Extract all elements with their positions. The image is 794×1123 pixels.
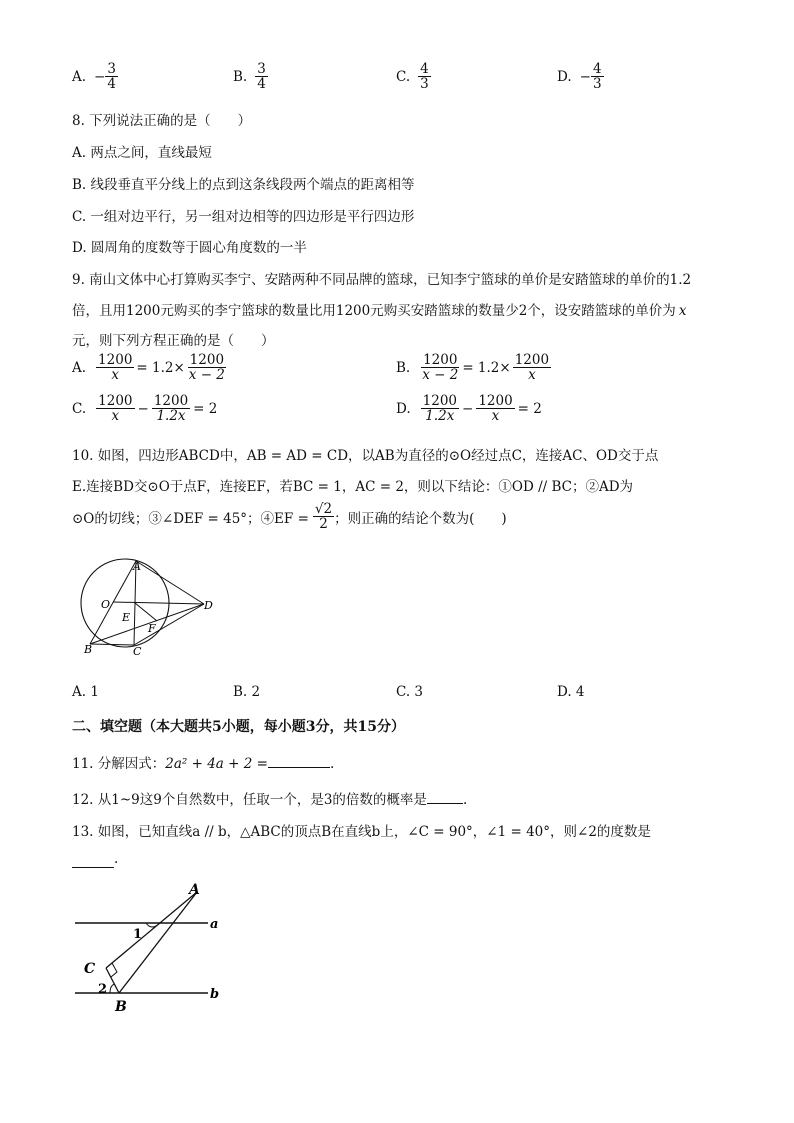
- option-label: B.: [233, 68, 248, 85]
- fraction: [591, 62, 604, 91]
- fraction: [418, 62, 431, 91]
- label-c: C: [133, 645, 142, 658]
- numerator: 1200: [153, 393, 189, 409]
- answer-blank[interactable]: [427, 803, 463, 804]
- q8-stem: 8. 下列说法正确的是（ ）: [72, 113, 252, 129]
- angle-2-arc: [110, 984, 115, 993]
- section-title: 二、填空题（本大题共5小题，每小题3分，共15分）: [72, 719, 405, 735]
- numerator: 3: [257, 61, 266, 77]
- q8-option-d: D. 圆周角的度数等于圆心角度数的一半: [72, 240, 307, 256]
- denominator: 3: [420, 76, 429, 93]
- denominator: x: [111, 367, 120, 384]
- label-c: C: [84, 961, 96, 977]
- q9-line2-text: 倍，且用1200元购买的李宁篮球的数量比用1200元购买安踏篮球的数量少2个，设安踏篮球的单价为: [72, 303, 676, 319]
- fraction: [476, 394, 514, 423]
- operator: −: [462, 400, 474, 417]
- q11-prefix: 11. 分解因式：: [72, 756, 166, 772]
- q10-figure: [70, 558, 230, 658]
- fraction: [105, 62, 118, 91]
- segment-bc: [90, 644, 134, 645]
- q9-line1: 9. 南山文体中心打算购买李宁、安踏两种不同品牌的篮球，已知李宁篮球的单价是安踏篮球的单价的1.2: [72, 272, 692, 288]
- q10-option-b: B. 2: [233, 684, 261, 700]
- fraction: [513, 353, 551, 382]
- label-b: B: [115, 999, 127, 1015]
- denominator: 4: [107, 76, 116, 93]
- fraction: [152, 394, 190, 423]
- q7-option-a: [72, 62, 118, 91]
- segment-ad: [136, 561, 204, 604]
- q9-line3: 元，则下列方程正确的是（ ）: [72, 333, 275, 349]
- label-e: E: [122, 611, 131, 624]
- numerator: 4: [592, 61, 602, 77]
- q9-line2: [72, 299, 686, 319]
- answer-blank[interactable]: [72, 851, 114, 868]
- fraction: [96, 353, 134, 382]
- q10-line2: E.连接BD交⊙O于点F，连接EF，若BC = 1，AC = 2，则以下结论：①OD // BC；②AD为: [72, 479, 634, 495]
- fraction: [421, 394, 459, 423]
- option-label: B.: [396, 359, 411, 376]
- option-label: A.: [72, 68, 87, 85]
- q8-option-c: C. 一组对边平行，另一组对边相等的四边形是平行四边形: [72, 209, 415, 225]
- q10-line3-tail: ；则正确的结论个数为( ): [334, 510, 507, 527]
- q12-suffix: .: [462, 792, 468, 808]
- q10-option-a: A. 1: [72, 684, 99, 700]
- denominator: x: [528, 367, 536, 384]
- denominator: x − 2: [422, 367, 459, 384]
- q13-suffix: .: [114, 851, 119, 867]
- q10-option-c: C. 3: [396, 684, 424, 700]
- segment-ab: [119, 892, 197, 993]
- denominator: 4: [257, 76, 266, 93]
- denominator: 1.2x: [425, 408, 455, 425]
- denominator: 3: [592, 76, 602, 93]
- denominator: x: [111, 408, 120, 425]
- label-o: O: [101, 598, 111, 611]
- label-f: F: [148, 622, 156, 635]
- q8-option-b: B. 线段垂直平分线上的点到这条线段两个端点的距离相等: [72, 177, 415, 193]
- label-b: B: [84, 643, 93, 656]
- numerator: 1200: [514, 352, 550, 368]
- variable-x: x: [678, 303, 687, 319]
- q10-option-d: D. 4: [557, 684, 585, 700]
- option-label: A.: [72, 359, 87, 376]
- numerator: 1200: [422, 393, 457, 409]
- q12: [72, 788, 467, 808]
- numerator: 1200: [478, 393, 513, 409]
- label-line-a: a: [210, 917, 219, 932]
- q9-option-b: [396, 353, 551, 382]
- numerator: 1200: [98, 393, 133, 409]
- segment-ef: [135, 603, 157, 621]
- numerator: 1200: [423, 352, 458, 368]
- q10-line3: [72, 502, 507, 531]
- rhs: = 2: [193, 400, 218, 417]
- q7-option-b: [233, 62, 268, 91]
- right-angle-mark: [111, 963, 117, 977]
- q10-line3-text: ⊙O的切线；③∠DEF = 45°；④EF =: [72, 510, 309, 527]
- option-label: C.: [396, 68, 411, 85]
- label-a: A: [133, 560, 141, 573]
- q12-text: 12. 从1~9这9个自然数中，任取一个，是3的倍数的概率是: [72, 792, 427, 808]
- operator: = 1.2×: [136, 359, 185, 376]
- label-line-b: b: [210, 987, 220, 1002]
- q13-line2: [72, 851, 118, 868]
- denominator: x − 2: [188, 367, 225, 384]
- numerator: 1200: [189, 352, 225, 368]
- q11-expression: 2a² + 4a + 2 =: [165, 756, 268, 772]
- q11-suffix: .: [329, 756, 335, 772]
- fraction: [313, 502, 334, 531]
- denominator: 1.2x: [156, 408, 186, 425]
- option-label: D.: [557, 68, 572, 85]
- numerator: 3: [107, 61, 116, 77]
- minus-sign: −: [94, 68, 106, 85]
- fraction: [96, 394, 134, 423]
- q9-option-c: [72, 394, 217, 423]
- label-angle-2: 2: [98, 982, 108, 997]
- q9-option-a: [72, 353, 227, 382]
- numerator: 1200: [98, 352, 133, 368]
- option-label: C.: [72, 400, 87, 417]
- q10-line1: 10. 如图，四边形ABCD中，AB = AD = CD，以AB为直径的⊙O经过点C，连接AC、OD交于点: [72, 448, 659, 464]
- q7-option-c: [396, 62, 431, 91]
- label-a: A: [189, 882, 200, 898]
- segment-od: [113, 602, 204, 604]
- segment-ac: [106, 892, 197, 968]
- option-label: D.: [396, 400, 411, 417]
- q9-option-d: [396, 394, 542, 423]
- q8-option-a: A. 两点之间，直线最短: [72, 145, 212, 161]
- q13-figure: [70, 880, 230, 1015]
- denominator: x: [491, 408, 500, 425]
- minus-sign: −: [579, 68, 591, 85]
- rhs: = 2: [517, 400, 542, 417]
- fraction: [255, 62, 268, 91]
- fraction: [420, 353, 460, 382]
- answer-blank[interactable]: [268, 767, 330, 768]
- label-d: D: [204, 599, 213, 612]
- q11: [72, 752, 334, 772]
- fraction: [187, 353, 227, 382]
- numerator: 4: [420, 61, 429, 77]
- label-angle-1: 1: [133, 927, 143, 942]
- q13-line1: 13. 如图，已知直线a // b，△ABC的顶点B在直线b上，∠C = 90°，∠1 = 40°，则∠2的度数是: [72, 824, 651, 840]
- denominator: 2: [319, 516, 328, 533]
- operator: −: [137, 400, 149, 417]
- operator: = 1.2×: [462, 359, 511, 376]
- numerator: √2: [314, 501, 333, 517]
- q7-option-d: [557, 62, 604, 91]
